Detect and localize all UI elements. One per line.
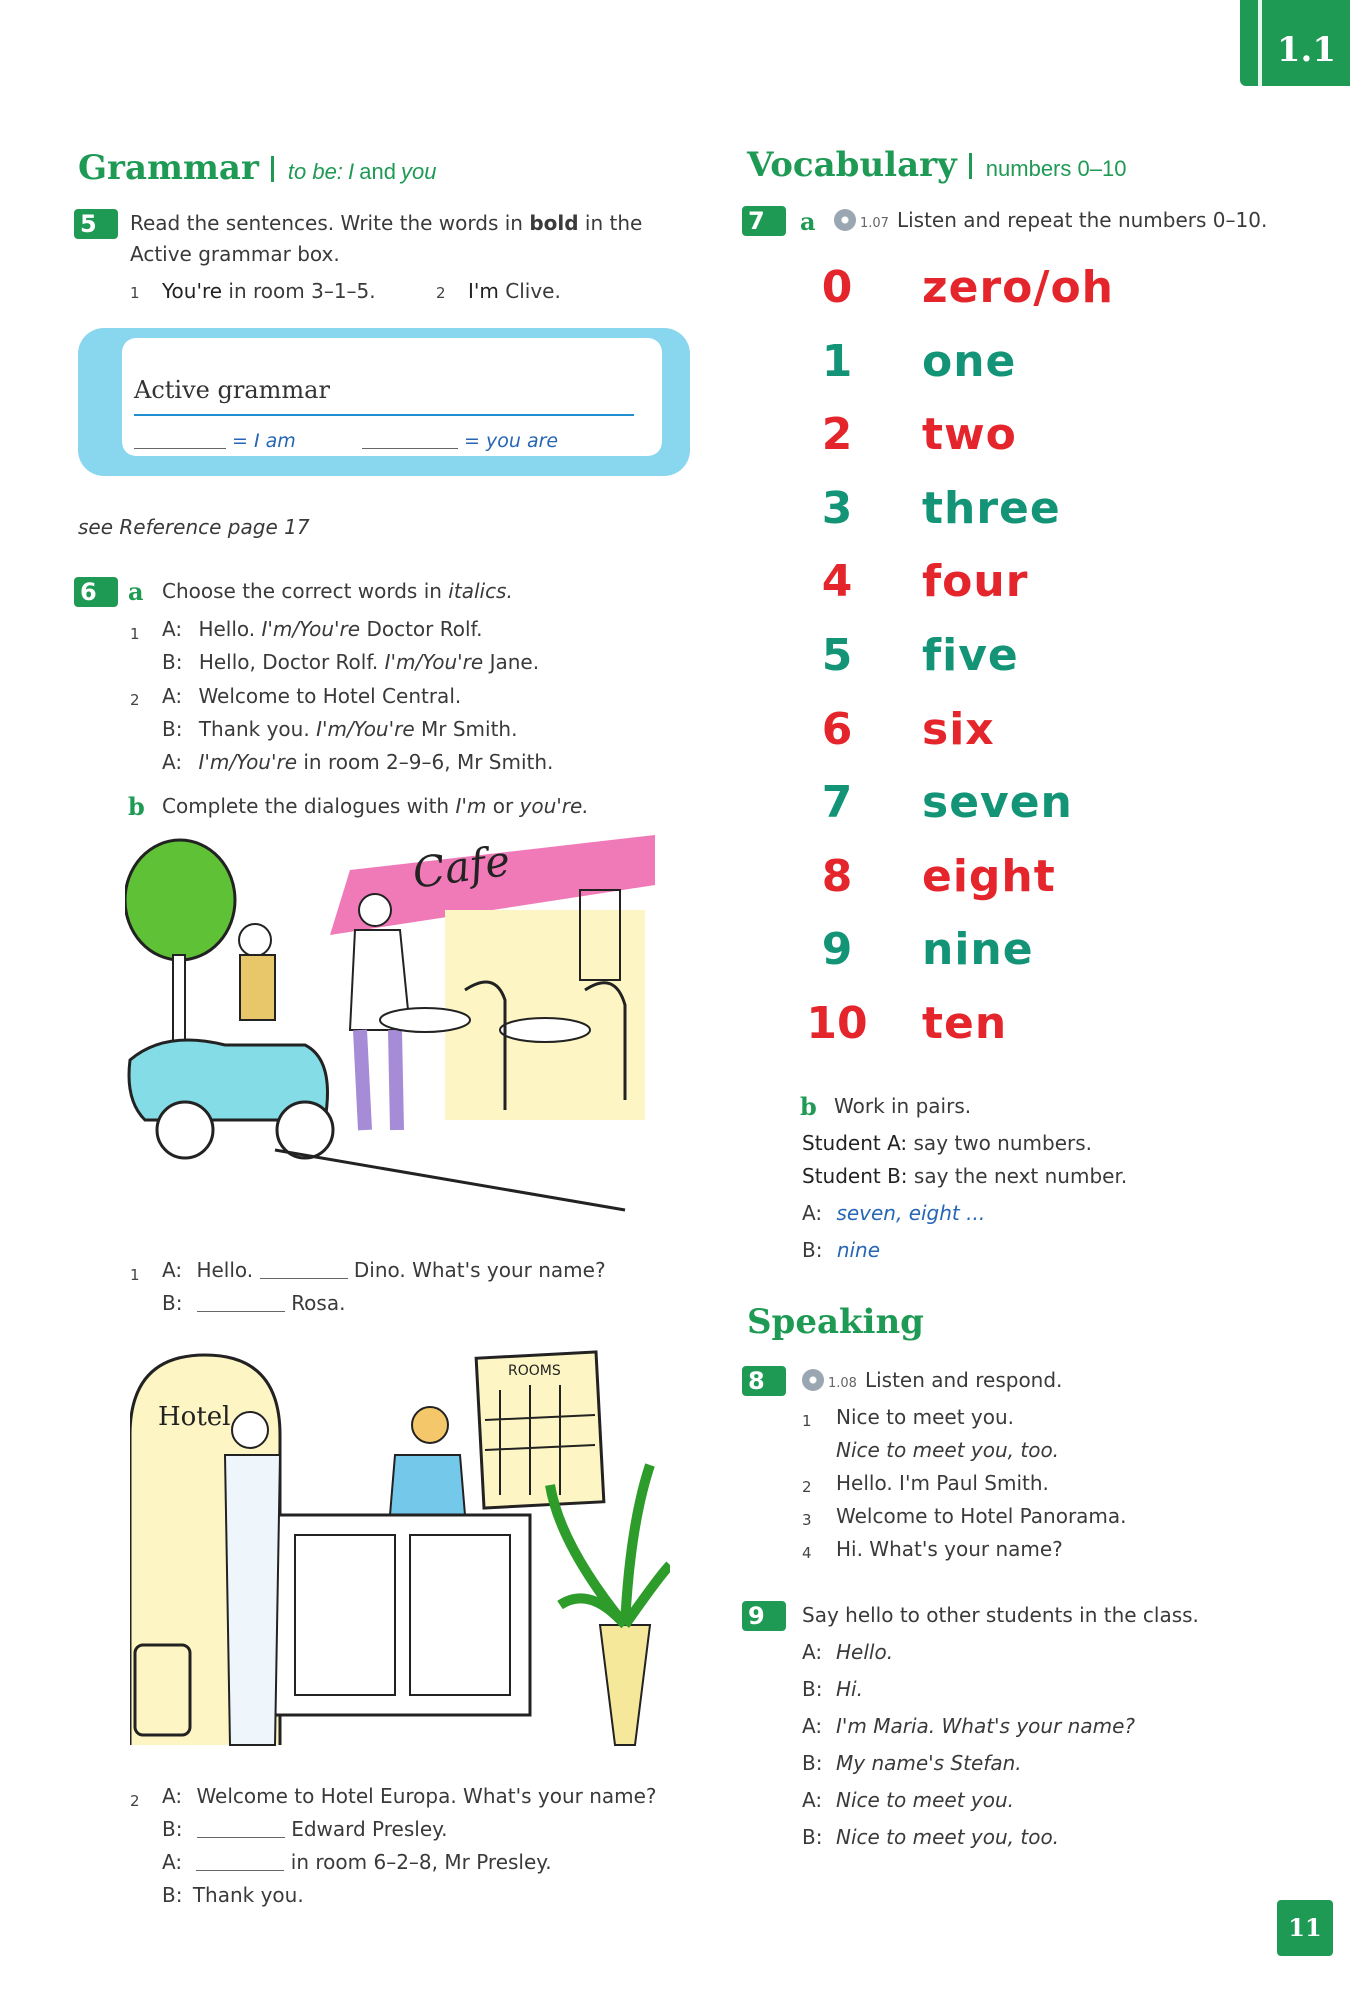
speaker-label: B: — [802, 1677, 823, 1701]
ex9-line-text: My name's Stefan. — [836, 1751, 1022, 1775]
grammar-subtitle-i: I — [348, 159, 355, 184]
p2-c-post: in room 6–2–8, Mr Presley. — [290, 1850, 552, 1874]
speaker-label: B: — [802, 1825, 823, 1849]
ex6-b-youre: you're. — [519, 794, 589, 818]
picture-2-line-c — [162, 1850, 552, 1874]
picture-1-line-b — [162, 1291, 345, 1315]
ex6-d1-a-post: Doctor Rolf. — [366, 617, 483, 641]
p2-d-text: Thank you. — [192, 1883, 304, 1907]
ex6-a-instr-text: Choose the correct words in — [162, 579, 442, 603]
receptionist-head — [412, 1407, 448, 1443]
number-digit: 2 — [821, 409, 853, 461]
number-word: one — [922, 335, 1017, 387]
blank-field[interactable] — [196, 1870, 284, 1871]
exercise-8-badge: 8 — [742, 1366, 786, 1396]
ex7-b-instruction: Work in pairs. — [834, 1094, 972, 1118]
ex6-d2-line-b — [162, 717, 517, 741]
ex7-b-letter: b — [800, 1092, 817, 1121]
ex6-d1-b-choice[interactable]: I'm/You're — [384, 650, 484, 674]
ex5-item-2-bold: I'm — [468, 279, 499, 303]
ex8-item-text: Welcome to Hotel Panorama. — [836, 1504, 1127, 1528]
ex8-item-num: 1 — [802, 1412, 812, 1430]
ex5-instr-bold: bold — [529, 211, 579, 235]
ex9-instruction: Say hello to other students in the class. — [802, 1603, 1199, 1627]
active-grammar-inner — [122, 338, 662, 456]
audio-track-number: 1.08 — [828, 1376, 857, 1391]
cafe-wall — [445, 910, 645, 1120]
number-word: zero/oh — [922, 262, 1115, 313]
ex6-a-instruction — [162, 579, 513, 603]
ex9-line-text: Nice to meet you, too. — [836, 1825, 1060, 1849]
speaker-label: B: — [162, 650, 183, 674]
speaker-label: B: — [802, 1751, 823, 1775]
waiter-legs — [360, 1030, 397, 1130]
cafe-table — [380, 1008, 470, 1032]
speaker-label: A: — [802, 1640, 823, 1664]
grammar-title: Grammar — [78, 148, 259, 188]
ex8-item-num: 2 — [802, 1478, 812, 1496]
reception-desk — [270, 1515, 530, 1715]
speaker-label: A: — [162, 617, 183, 641]
number-digit: 0 — [821, 262, 853, 313]
exercise-5-badge: 5 — [74, 209, 118, 239]
ex6-d2-a-text: Welcome to Hotel Central. — [198, 684, 462, 708]
hotel-illustration — [130, 1345, 670, 1755]
ex7-a-instr-text: Listen and repeat the numbers 0–10. — [896, 208, 1268, 232]
speaking-heading — [747, 1302, 924, 1342]
ex8-instruction — [802, 1368, 1062, 1392]
hotel-sign: Hotel — [158, 1402, 231, 1432]
plant-pot — [600, 1625, 650, 1745]
ex6-b-instr-text: Complete the dialogues with — [162, 794, 450, 818]
ex6-b-or: or — [492, 794, 514, 818]
waiter-head — [359, 894, 391, 926]
receptionist-body — [390, 1455, 465, 1515]
number-digit: 10 — [806, 998, 868, 1049]
blank-field[interactable] — [197, 1311, 285, 1312]
cafe-illustration — [125, 830, 660, 1240]
ex6-a-letter: a — [128, 577, 144, 606]
ex6-b-im: I'm — [455, 794, 487, 818]
active-grammar-line-1 — [134, 430, 296, 452]
ex8-item-text: Hi. What's your name? — [836, 1537, 1063, 1561]
blank-field[interactable] — [260, 1278, 348, 1279]
student-a-label: Student A: — [802, 1131, 908, 1155]
cafe-table — [500, 1018, 590, 1042]
number-digit: 9 — [821, 924, 853, 976]
speaker-label: A: — [162, 1258, 183, 1282]
speaking-title: Speaking — [747, 1302, 924, 1342]
number-word: five — [922, 630, 1019, 681]
pavement-line — [275, 1150, 625, 1210]
ex5-item-2-rest: Clive. — [505, 279, 561, 303]
unit-number: 1.1 — [1276, 30, 1336, 70]
ex9-line-text: I'm Maria. What's your name? — [836, 1714, 1135, 1738]
speaker-label: B: — [162, 1291, 183, 1315]
ex5-instr-a: Read the sentences. Write the words in — [130, 211, 523, 235]
exercise-5-instruction — [130, 211, 642, 235]
unit-tab-stripe — [1258, 0, 1262, 86]
exercise-9-badge: 9 — [742, 1601, 786, 1631]
unit-tab — [1240, 0, 1350, 86]
ex8-item-num: 3 — [802, 1511, 812, 1529]
ex5-item-1 — [162, 279, 376, 303]
active-grammar-box — [78, 328, 690, 476]
number-digit: 5 — [821, 630, 853, 681]
ex6-d2-c-choice[interactable]: I'm/You're — [198, 750, 298, 774]
ex5-item-1-rest: in room 3–1–5. — [228, 279, 376, 303]
ex6-dialogue-1-num: 1 — [130, 625, 140, 643]
p1-a-pre: Hello. — [196, 1258, 254, 1282]
vocabulary-title: Vocabulary — [747, 145, 957, 185]
ex8-item-num: 4 — [802, 1544, 812, 1562]
ex6-d1-b-pre: Hello, Doctor Rolf. — [198, 650, 379, 674]
speaker-label: B: — [802, 1238, 823, 1262]
ex6-d2-c-post: in room 2–9–6, Mr Smith. — [303, 750, 554, 774]
number-word: three — [922, 482, 1061, 534]
page-number: 11 — [1277, 1900, 1333, 1956]
number-digit: 8 — [821, 850, 853, 902]
ex8-item-text: Nice to meet you. — [836, 1405, 1015, 1429]
ex6-d1-a-pre: Hello. — [198, 617, 256, 641]
speaker-label: A: — [162, 1784, 183, 1808]
ex8-instr-text: Listen and respond. — [864, 1368, 1063, 1392]
cafe-sign: Cafe — [409, 835, 514, 898]
student-a-line — [802, 1131, 1092, 1155]
speaker-label: B: — [162, 1883, 183, 1907]
number-word: two — [922, 409, 1017, 461]
ex5-item-1-num: 1 — [130, 284, 140, 302]
number-word: eight — [922, 850, 1056, 902]
speaker-label: B: — [162, 1817, 183, 1841]
scooter-wheel — [157, 1102, 213, 1158]
grammar-subtitle-tobe: to be: — [287, 159, 343, 184]
picture-2-line-d — [162, 1883, 304, 1907]
ex6-d2-line-a — [162, 684, 461, 708]
ex6-d1-a-choice[interactable]: I'm/You're — [261, 617, 361, 641]
ex6-d2-b-choice[interactable]: I'm/You're — [316, 717, 415, 741]
example-b-line — [802, 1238, 880, 1262]
grammar-heading — [78, 148, 437, 188]
number-digit: 6 — [821, 703, 853, 755]
rooms-sign: ROOMS — [508, 1363, 561, 1379]
ex5-item-2 — [468, 279, 561, 303]
picture-2-line-b — [162, 1817, 447, 1841]
grammar-subtitle-you: you — [401, 159, 437, 184]
speaker-label: A: — [802, 1788, 823, 1812]
exercise-5-instruction-cont: Active grammar box. — [130, 242, 340, 266]
guest-head — [232, 1412, 268, 1448]
p1-a-post: Dino. What's your name? — [353, 1258, 606, 1282]
active-grammar-you-are: = you are — [464, 430, 559, 452]
guest-suit — [225, 1455, 280, 1745]
ex7-a-instruction — [834, 208, 1267, 232]
active-grammar-i-am: = I am — [232, 430, 296, 452]
student-b-label: Student B: — [802, 1164, 908, 1188]
speaker-label: A: — [162, 684, 183, 708]
vocabulary-heading — [747, 145, 1126, 185]
student-a-text: say two numbers. — [913, 1131, 1093, 1155]
speaker-label: A: — [802, 1201, 823, 1225]
p2-b-post: Edward Presley. — [291, 1817, 448, 1841]
ex9-line-text: Nice to meet you. — [836, 1788, 1015, 1812]
number-word: four — [922, 556, 1029, 608]
ex6-d1-line-b — [162, 650, 539, 674]
student-b-text: say the next number. — [913, 1164, 1128, 1188]
woman-body — [240, 955, 275, 1020]
number-digit: 3 — [821, 482, 853, 534]
cd-audio-icon[interactable] — [834, 209, 856, 231]
blank-field[interactable] — [362, 448, 458, 449]
ex5-item-1-bold: You're — [162, 279, 223, 303]
speaker-label: A: — [162, 750, 183, 774]
speaker-label: A: — [802, 1714, 823, 1738]
ex9-line-text: Hello. — [836, 1640, 894, 1664]
cd-audio-icon[interactable] — [802, 1369, 824, 1391]
vocabulary-subtitle: numbers 0–10 — [985, 156, 1127, 181]
ex6-b-letter: b — [128, 792, 145, 821]
ex6-a-instr-italics: italics. — [448, 579, 513, 603]
picture-1-line-a — [162, 1258, 606, 1282]
example-a-text: seven, eight ... — [836, 1201, 986, 1225]
student-b-line — [802, 1164, 1127, 1188]
number-digit: 4 — [821, 556, 853, 608]
exercise-7-badge: 7 — [742, 206, 786, 236]
number-digit: 7 — [821, 777, 853, 829]
number-word: seven — [922, 777, 1073, 829]
picture-2-num: 2 — [130, 1792, 140, 1810]
suitcase — [135, 1645, 190, 1735]
picture-1-num: 1 — [130, 1266, 140, 1284]
ex8-item-answer: Nice to meet you, too. — [836, 1438, 1060, 1462]
ex9-line-text: Hi. — [836, 1677, 863, 1701]
heading-divider — [271, 156, 274, 182]
ex6-d1-b-post: Jane. — [489, 650, 540, 674]
ex6-dialogue-2-num: 2 — [130, 691, 140, 709]
number-word: ten — [922, 998, 1008, 1049]
active-grammar-rule — [134, 414, 634, 416]
woman-head — [239, 924, 271, 956]
picture-2-line-a — [162, 1784, 657, 1808]
audio-track-number: 1.07 — [860, 216, 889, 231]
example-a-line — [802, 1201, 985, 1225]
ex6-d2-line-c — [162, 750, 553, 774]
ex6-d2-b-post: Mr Smith. — [421, 717, 518, 741]
number-word: nine — [922, 924, 1034, 976]
ex7-a-letter: a — [800, 207, 816, 236]
scooter-wheel — [277, 1102, 333, 1158]
speaker-label: A: — [162, 1850, 183, 1874]
active-grammar-title: Active grammar — [134, 376, 330, 404]
reference-link[interactable]: see Reference page 17 — [78, 515, 310, 539]
speaker-label: B: — [162, 717, 183, 741]
p2-a-text: Welcome to Hotel Europa. What's your name? — [196, 1784, 657, 1808]
ex5-instr-b: in the — [584, 211, 643, 235]
example-b-text: nine — [836, 1238, 881, 1262]
ex6-d2-b-pre: Thank you. — [198, 717, 310, 741]
active-grammar-line-2 — [362, 430, 558, 452]
number-word: six — [922, 703, 995, 755]
exercise-6-badge: 6 — [74, 577, 118, 607]
ex6-b-instruction — [162, 794, 589, 818]
p1-b-post: Rosa. — [291, 1291, 346, 1315]
ex5-item-2-num: 2 — [436, 284, 446, 302]
ex6-d1-line-a — [162, 617, 482, 641]
ex8-item-text: Hello. I'm Paul Smith. — [836, 1471, 1049, 1495]
grammar-subtitle-and: and — [359, 159, 396, 184]
number-digit: 1 — [821, 335, 853, 387]
blank-field[interactable] — [134, 448, 226, 449]
heading-divider — [969, 153, 972, 179]
blank-field[interactable] — [197, 1837, 285, 1838]
tree — [125, 840, 235, 960]
